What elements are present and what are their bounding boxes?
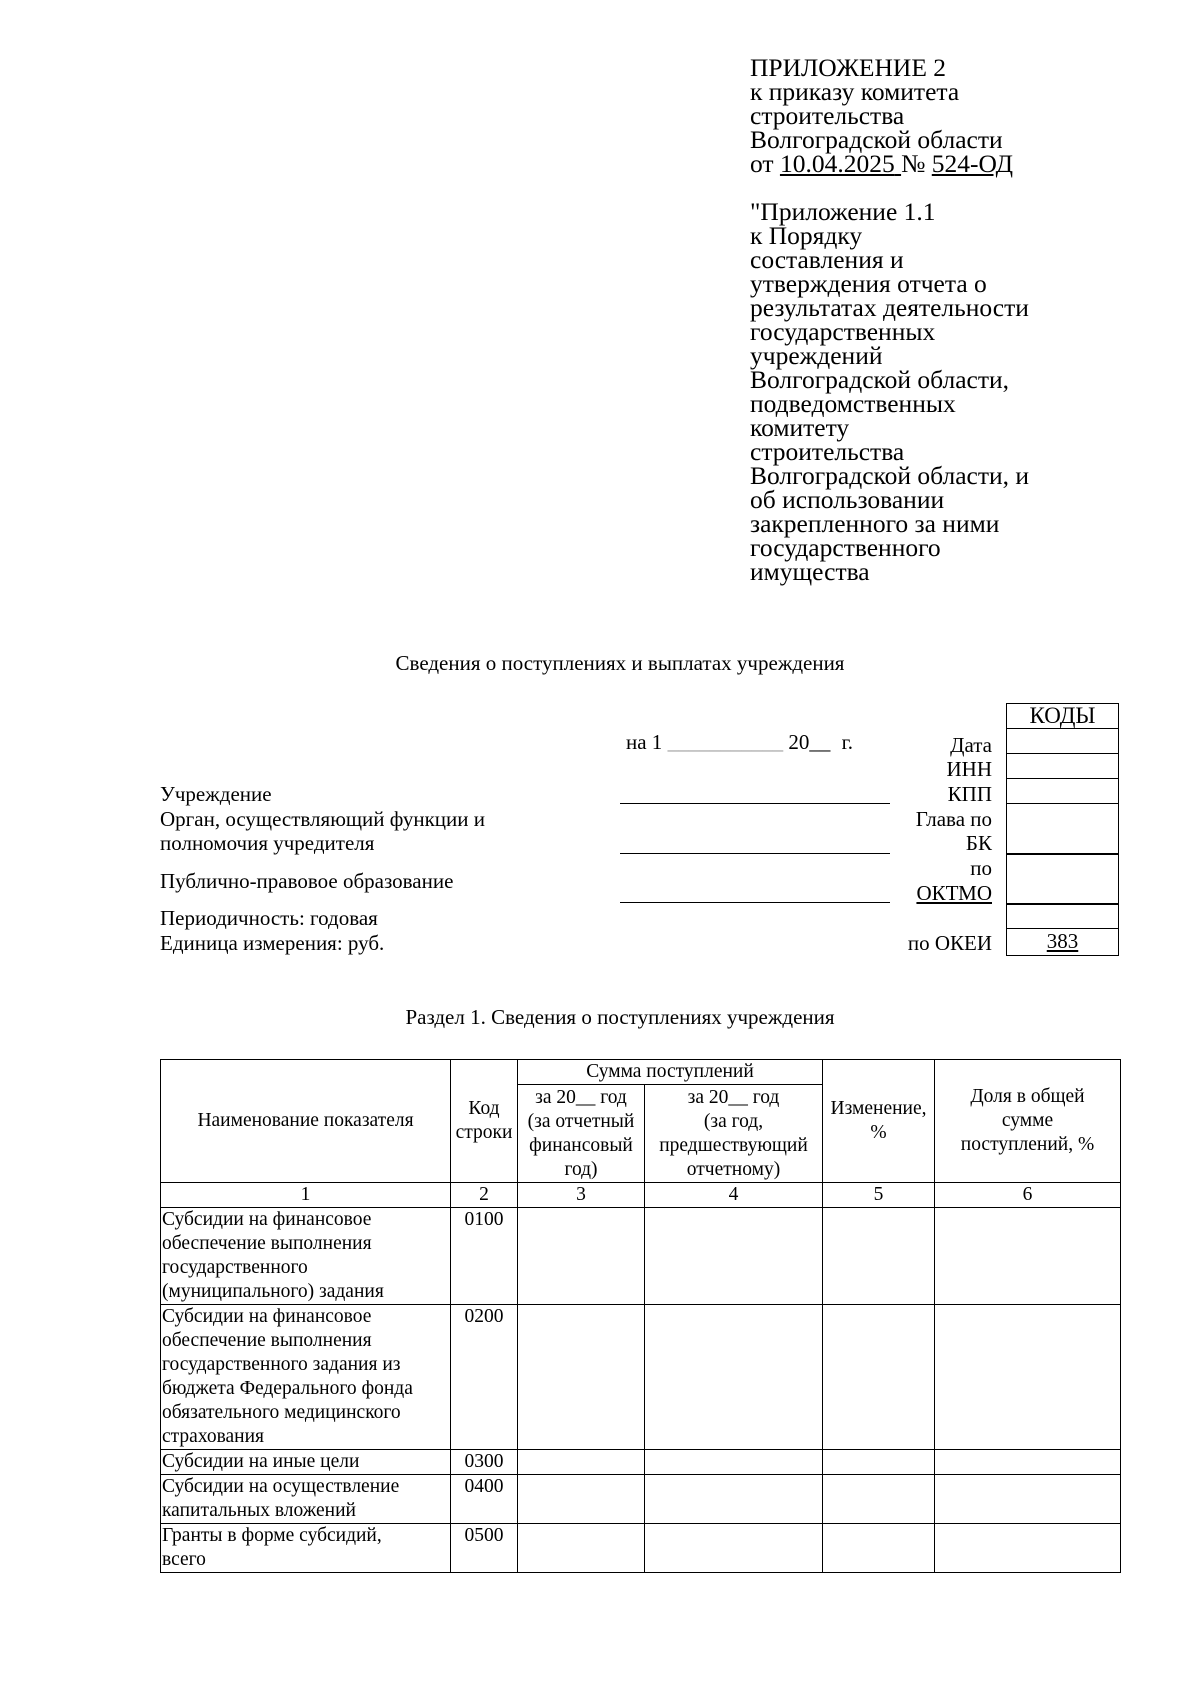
row-name-line: Субсидии на осуществление xyxy=(162,1476,400,1497)
annex-quote-line: составления и xyxy=(750,245,904,274)
row-code: 0100 xyxy=(451,1208,518,1305)
col-header-name: Наименование показателя xyxy=(161,1060,451,1183)
annex-quote-line: имущества xyxy=(750,557,870,586)
row-name-line: капитальных вложений xyxy=(162,1500,356,1521)
codes-oktmo-label-line2: ОКТМО xyxy=(916,881,992,905)
row-cell-previous[interactable] xyxy=(645,1475,823,1524)
founder-input-line[interactable] xyxy=(620,853,890,854)
report-date-suffix: г. xyxy=(841,730,854,754)
row-cell-change[interactable] xyxy=(823,1208,935,1305)
row-cell-current[interactable] xyxy=(518,1305,645,1450)
col-header-share-line: сумме xyxy=(1001,1110,1054,1131)
row-cell-current[interactable] xyxy=(518,1524,645,1573)
row-name-line: Субсидии на финансовое xyxy=(162,1306,372,1327)
col-header-previous-line: отчетному) xyxy=(686,1158,781,1180)
column-numbers-row xyxy=(161,1183,1121,1208)
col-number: 4 xyxy=(645,1183,823,1208)
annex-quote-block xyxy=(750,197,1170,586)
annex-quote-line: строительства xyxy=(750,437,905,466)
row-cell-change[interactable] xyxy=(823,1305,935,1450)
municipality-input-line[interactable] xyxy=(620,902,890,903)
row-cell-share[interactable] xyxy=(935,1208,1121,1305)
codes-date-label: Дата xyxy=(950,733,992,757)
table-row xyxy=(161,1305,1121,1450)
row-cell-previous[interactable] xyxy=(645,1208,823,1305)
row-name xyxy=(161,1475,451,1524)
codes-extra-field[interactable] xyxy=(1006,903,1119,929)
col-header-code-line1: Код xyxy=(468,1098,500,1119)
row-cell-previous[interactable] xyxy=(645,1450,823,1475)
table-row xyxy=(161,1475,1121,1524)
annex-quote-line: закрепленного за ними xyxy=(750,509,1000,538)
annex-quote-line: подведомственных xyxy=(750,389,956,418)
annex-quote-line: комитету xyxy=(750,413,850,442)
col-number: 6 xyxy=(935,1183,1121,1208)
section1-title: Раздел 1. Сведения о поступлениях учреждения xyxy=(405,1005,835,1029)
row-name-line: Субсидии на иные цели xyxy=(162,1451,360,1472)
row-name xyxy=(161,1305,451,1450)
row-cell-share[interactable] xyxy=(935,1475,1121,1524)
annex-quote-line: государственных xyxy=(750,317,936,346)
row-name-line: государственного xyxy=(162,1257,308,1278)
annex-quote-line: учреждений xyxy=(750,341,883,370)
col-header-previous-year xyxy=(645,1085,823,1183)
col-header-change-line: Изменение, xyxy=(830,1098,927,1119)
col-header-share-line: Доля в общей xyxy=(970,1086,1085,1107)
col-header-change xyxy=(823,1060,935,1183)
row-name-line: обеспечение выполнения xyxy=(162,1330,372,1351)
col-header-previous-line: (за год, xyxy=(703,1110,764,1132)
receipts-table xyxy=(160,1059,1121,1573)
col-number: 5 xyxy=(823,1183,935,1208)
row-cell-share[interactable] xyxy=(935,1524,1121,1573)
row-cell-share[interactable] xyxy=(935,1305,1121,1450)
codes-glava-field[interactable] xyxy=(1006,803,1119,855)
unit-label: Единица измерения: руб. xyxy=(160,931,385,955)
institution-label: Учреждение xyxy=(160,782,272,806)
annex-quote-line: Волгоградской области, и xyxy=(750,461,1030,490)
row-name-line: обеспечение выполнения xyxy=(162,1233,372,1254)
annex-region-line: Волгоградской области xyxy=(750,125,1003,154)
annex-quote-line: результатах деятельности xyxy=(750,293,1029,322)
annex-order-line: к приказу комитета xyxy=(750,77,960,106)
row-name-line: (муниципального) задания xyxy=(162,1281,384,1302)
col-header-sum: Сумма поступлений xyxy=(518,1060,823,1085)
col-header-previous-line: за 20__ год xyxy=(687,1086,780,1108)
row-cell-current[interactable] xyxy=(518,1208,645,1305)
periodicity-label: Периодичность: годовая xyxy=(160,906,378,930)
annex-date-prefix: от xyxy=(750,149,774,178)
row-code: 0500 xyxy=(451,1524,518,1573)
col-header-previous-line: предшествующий xyxy=(659,1134,808,1156)
codes-oktmo-field[interactable] xyxy=(1006,853,1119,905)
codes-inn-label: ИНН xyxy=(946,757,992,781)
row-name-line: страхования xyxy=(162,1426,265,1447)
col-number: 1 xyxy=(161,1183,451,1208)
row-code: 0300 xyxy=(451,1450,518,1475)
annex-date-line xyxy=(750,149,1170,178)
col-header-code xyxy=(451,1060,518,1183)
municipality-label: Публично-правовое образование xyxy=(160,869,454,893)
codes-kpp-field[interactable] xyxy=(1006,778,1119,804)
row-cell-change[interactable] xyxy=(823,1450,935,1475)
col-header-share xyxy=(935,1060,1121,1183)
row-name-line: Субсидии на финансовое xyxy=(162,1209,372,1230)
row-cell-change[interactable] xyxy=(823,1524,935,1573)
row-name-line: бюджета Федерального фонда xyxy=(162,1378,413,1399)
annex-committee-line: строительства xyxy=(750,101,905,130)
annex-date: 10.04.2025 xyxy=(779,149,895,178)
report-date-year: 20__ xyxy=(788,730,831,754)
annex-quote-line: "Приложение 1.1 xyxy=(750,197,936,226)
annex-header xyxy=(750,53,1170,586)
annex-quote-line: Волгоградской области, xyxy=(750,365,1010,394)
codes-okei-label: по ОКЕИ xyxy=(907,931,992,955)
table-row xyxy=(161,1450,1121,1475)
row-cell-current[interactable] xyxy=(518,1475,645,1524)
founder-label-line1: Орган, осуществляющий функции и xyxy=(160,807,486,831)
row-cell-change[interactable] xyxy=(823,1475,935,1524)
col-header-share-line: поступлений, % xyxy=(960,1134,1095,1155)
row-cell-previous[interactable] xyxy=(645,1524,823,1573)
row-name xyxy=(161,1524,451,1573)
col-number: 2 xyxy=(451,1183,518,1208)
institution-input-line[interactable] xyxy=(620,803,890,804)
row-cell-share[interactable] xyxy=(935,1450,1121,1475)
col-header-current-line: за 20__ год xyxy=(535,1086,627,1108)
codes-inn-field[interactable] xyxy=(1006,753,1119,779)
table-row xyxy=(161,1208,1121,1305)
codes-date-field[interactable] xyxy=(1006,728,1119,754)
col-header-code-line2: строки xyxy=(455,1122,513,1143)
row-name-line: Гранты в форме субсидий, xyxy=(162,1525,382,1546)
row-code: 0400 xyxy=(451,1475,518,1524)
row-name xyxy=(161,1208,451,1305)
row-cell-previous[interactable] xyxy=(645,1305,823,1450)
annex-number-sign: № xyxy=(901,149,926,178)
report-date-line xyxy=(626,730,853,754)
table-row xyxy=(161,1524,1121,1573)
report-date-blank: ___________ xyxy=(667,730,784,754)
col-header-change-line: % xyxy=(870,1122,887,1143)
annex-quote-line: государственного xyxy=(750,533,941,562)
annex-quote-line: утверждения отчета о xyxy=(750,269,987,298)
annex-quote-line: об использовании xyxy=(750,485,945,514)
annex-quote-line: к Порядку xyxy=(750,221,863,250)
codes-glava-label-line2: БК xyxy=(965,831,992,855)
row-name-line: государственного задания из xyxy=(162,1354,401,1375)
codes-oktmo-label-line1: по xyxy=(970,856,992,880)
col-header-current-line: (за отчетный xyxy=(527,1110,635,1132)
founder-label-line2: полномочия учредителя xyxy=(160,831,375,855)
annex-title: ПРИЛОЖЕНИЕ 2 xyxy=(750,53,947,82)
col-header-current-line: год) xyxy=(564,1158,598,1180)
codes-header: КОДЫ xyxy=(1006,703,1119,729)
row-name-line: обязательного медицинского xyxy=(162,1402,401,1423)
codes-okei-field: 383 xyxy=(1006,928,1119,956)
col-header-current-line: финансовый xyxy=(529,1134,633,1156)
row-name-line: всего xyxy=(162,1549,206,1570)
row-name xyxy=(161,1450,451,1475)
annex-number: 524-ОД xyxy=(931,149,1014,178)
row-code: 0200 xyxy=(451,1305,518,1450)
report-date-prefix: на 1 xyxy=(626,730,663,754)
row-cell-current[interactable] xyxy=(518,1450,645,1475)
col-number: 3 xyxy=(518,1183,645,1208)
document-title: Сведения о поступлениях и выплатах учреждения xyxy=(395,651,845,675)
codes-kpp-label: КПП xyxy=(947,782,992,806)
codes-glava-label-line1: Глава по xyxy=(915,807,992,831)
col-header-current-year xyxy=(518,1085,645,1183)
